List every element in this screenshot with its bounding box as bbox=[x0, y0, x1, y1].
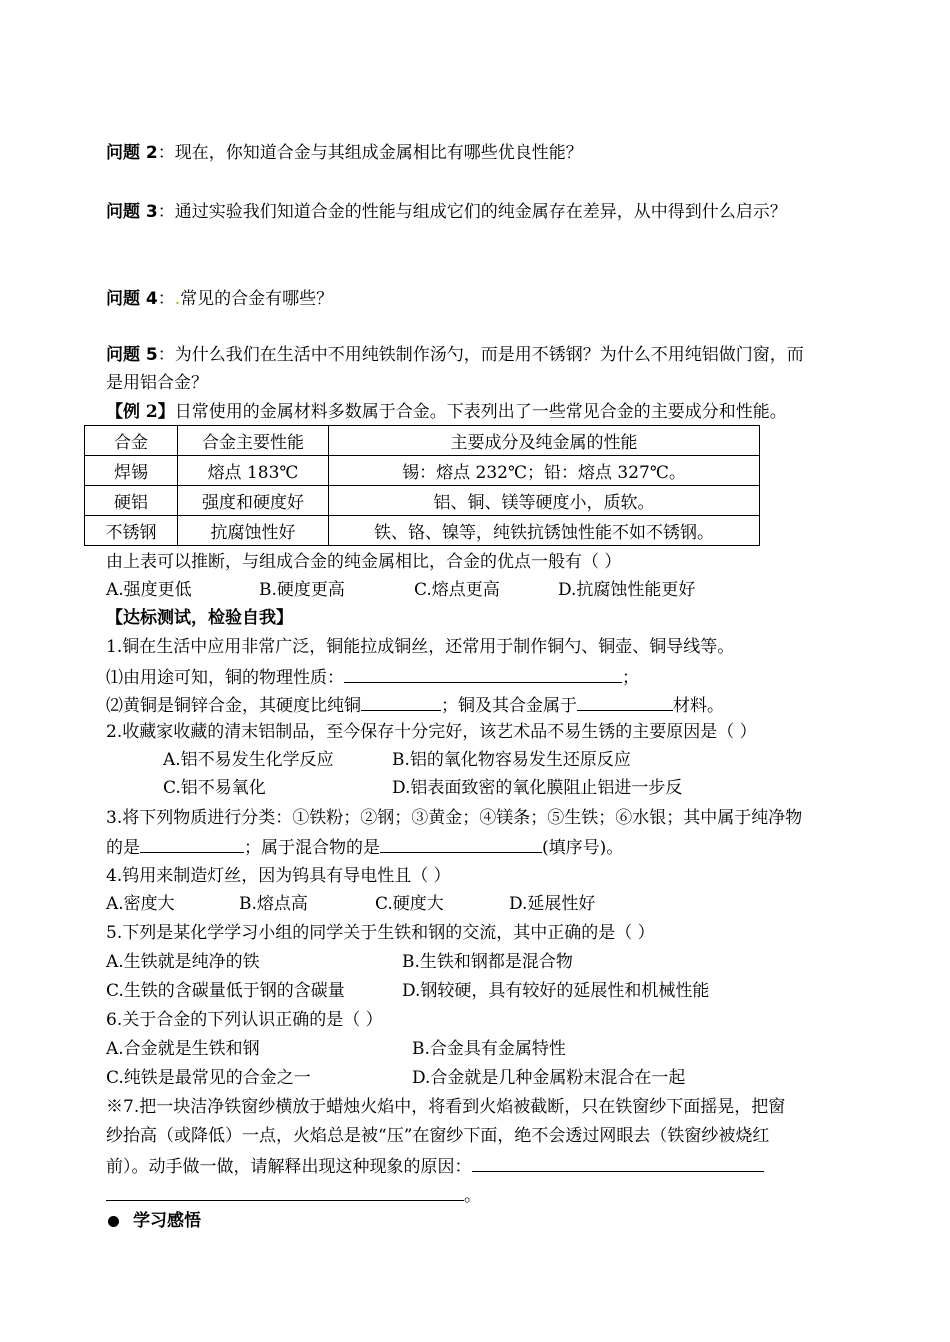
question-2-text: ：现在，你知道合金与其组成金属相比有哪些优良性能？ bbox=[157, 143, 583, 163]
test-7-line-2: 纱抬高（或降低）一点，火焰总是被“压”在窗纱下面，绝不会透过网眼去（铁窗纱被烧红 bbox=[106, 1126, 770, 1146]
test-2-stem: 2.收藏家收藏的清末铝制品，至今保存十分完好，该艺术品不易生锈的主要原因是（ ） bbox=[106, 722, 757, 742]
option-b: B.熔点高 bbox=[239, 894, 308, 914]
option-b: B.硬度更高 bbox=[259, 580, 345, 600]
table-cell: 抗腐蚀性好 bbox=[178, 516, 329, 546]
test-3-b: ；属于混合物的是 bbox=[244, 838, 380, 858]
option-c: C.熔点更高 bbox=[414, 580, 500, 600]
test-7-line-3-text: 前）。动手做一做，请解释出现这种现象的原因： bbox=[106, 1157, 472, 1177]
answer-blank[interactable] bbox=[344, 664, 622, 683]
table-header: 主要成分及纯金属的性能 bbox=[329, 426, 760, 456]
test-3-line-2 bbox=[106, 834, 623, 860]
test-5-option-b: B.生铁和钢都是混合物 bbox=[402, 952, 573, 972]
question-3-label: 问题 3 bbox=[106, 202, 158, 222]
table-cell: 铝、铜、镁等硬度小，质软。 bbox=[329, 486, 760, 516]
question-3 bbox=[106, 200, 787, 224]
table-header: 合金主要性能 bbox=[178, 426, 329, 456]
option-c: C.硬度大 bbox=[375, 894, 444, 914]
answer-blank[interactable] bbox=[106, 1182, 464, 1201]
test-1-part-2-b: ；铜及其合金属于 bbox=[441, 696, 577, 716]
test-6-option-b: B.合金具有金属特性 bbox=[412, 1039, 566, 1059]
test-4-stem: 4.钨用来制造灯丝，因为钨具有导电性且（ ） bbox=[106, 866, 451, 886]
test-7-end: 。 bbox=[464, 1186, 481, 1206]
answer-blank[interactable] bbox=[140, 834, 244, 853]
test-2-option-c: C.铝不易氧化 bbox=[163, 778, 266, 798]
test-2-option-d: D.铝表面致密的氧化膜阻止铝进一步反 bbox=[392, 778, 683, 798]
answer-blank[interactable] bbox=[472, 1153, 764, 1172]
test-6-option-d: D.合金就是几种金属粉末混合在一起 bbox=[412, 1068, 686, 1088]
reflection-heading bbox=[108, 1209, 201, 1233]
test-3-line-1: 3.将下列物质进行分类：①铁粉；②钢；③黄金；④镁条；⑤生铁；⑥水银；其中属于纯净物 bbox=[106, 808, 803, 828]
test-1-part-1-text: ⑴由用途可知，铜的物理性质： bbox=[106, 668, 344, 688]
test-7-line-1: ※7.把一块洁净铁窗纱横放于蜡烛火焰中，将看到火焰被截断，只在铁窗纱下面摇晃，把窗 bbox=[106, 1097, 786, 1117]
table-cell: 强度和硬度好 bbox=[178, 486, 329, 516]
question-4 bbox=[106, 287, 333, 311]
question-4-label: 问题 4 bbox=[106, 289, 158, 309]
table-cell: 铁、铬、镍等，纯铁抗锈蚀性能不如不锈钢。 bbox=[329, 516, 760, 546]
question-5 bbox=[106, 343, 804, 367]
question-4-mark: . bbox=[174, 289, 181, 309]
question-5-label: 问题 5 bbox=[106, 345, 158, 365]
example-2-label: 【例 2】 bbox=[106, 402, 175, 422]
option-d: D.延展性好 bbox=[509, 894, 596, 914]
answer-blank[interactable] bbox=[380, 834, 542, 853]
question-4-text: 常见的合金有哪些？ bbox=[180, 289, 334, 309]
question-5-line-2: 是用铝合金？ bbox=[106, 373, 208, 393]
table-cell: 焊锡 bbox=[85, 456, 178, 486]
test-6-option-a: A.合金就是生铁和钢 bbox=[106, 1039, 260, 1059]
question-5-text-1: ：为什么我们在生活中不用纯铁制作汤勺，而是用不锈钢？为什么不用纯铝做门窗，而 bbox=[157, 345, 804, 365]
table-row bbox=[85, 486, 760, 516]
test-2-option-a: A.铝不易发生化学反应 bbox=[163, 750, 334, 770]
test-6-option-c: C.纯铁是最常见的合金之一 bbox=[106, 1068, 311, 1088]
test-1-part-2-a: ⑵黄铜是铜锌合金，其硬度比纯铜 bbox=[106, 696, 361, 716]
answer-blank[interactable] bbox=[361, 692, 441, 711]
test-5-option-a: A.生铁就是纯净的铁 bbox=[106, 952, 260, 972]
table-cell: 锡：熔点 232℃；铅：熔点 327℃。 bbox=[329, 456, 760, 486]
example-2-question: 由上表可以推断，与组成合金的纯金属相比，合金的优点一般有（ ） bbox=[106, 552, 622, 572]
test-7-line-4 bbox=[106, 1182, 481, 1208]
option-a: A.密度大 bbox=[106, 894, 175, 914]
question-2 bbox=[106, 141, 583, 165]
table-cell: 不锈钢 bbox=[85, 516, 178, 546]
test-1-part-1 bbox=[106, 664, 639, 690]
table-header-row bbox=[85, 426, 760, 456]
test-1-part-1-end: ； bbox=[622, 668, 639, 688]
table-row bbox=[85, 516, 760, 546]
alloy-table bbox=[84, 425, 760, 546]
test-3-a: 的是 bbox=[106, 838, 140, 858]
test-1-stem: 1.铜在生活中应用非常广泛，铜能拉成铜丝，还常用于制作铜勺、铜壶、铜导线等。 bbox=[106, 637, 735, 657]
example-2 bbox=[106, 400, 787, 424]
table-row bbox=[85, 456, 760, 486]
answer-blank[interactable] bbox=[577, 692, 673, 711]
question-4-sep: ： bbox=[157, 289, 175, 309]
option-d: D.抗腐蚀性能更好 bbox=[558, 580, 696, 600]
table-cell: 硬铝 bbox=[85, 486, 178, 516]
test-7-line-3 bbox=[106, 1153, 764, 1179]
option-a: A.强度更低 bbox=[106, 580, 192, 600]
question-3-text: ：通过实验我们知道合金的性能与组成它们的纯金属存在差异，从中得到什么启示？ bbox=[157, 202, 787, 222]
test-1-part-2 bbox=[106, 692, 724, 718]
test-section-title: 【达标测试，检验自我】 bbox=[106, 608, 293, 628]
question-2-label: 问题 2 bbox=[106, 143, 158, 163]
reflection-label: 学习感悟 bbox=[133, 1211, 201, 1231]
table-cell: 熔点 183℃ bbox=[178, 456, 329, 486]
table-header: 合金 bbox=[85, 426, 178, 456]
test-5-stem: 5.下列是某化学学习小组的同学关于生铁和钢的交流，其中正确的是（ ） bbox=[106, 923, 655, 943]
test-3-c: (填序号)。 bbox=[542, 838, 624, 858]
test-5-option-c: C.生铁的含碳量低于钢的含碳量 bbox=[106, 981, 345, 1001]
test-1-part-2-c: 材料。 bbox=[673, 696, 724, 716]
test-2-option-b: B.铝的氧化物容易发生还原反应 bbox=[392, 750, 631, 770]
test-6-stem: 6.关于合金的下列认识正确的是（ ） bbox=[106, 1010, 383, 1030]
test-5-option-d: D.钢较硬，具有较好的延展性和机械性能 bbox=[402, 981, 710, 1001]
bullet-icon bbox=[108, 1216, 119, 1227]
example-2-text: 日常使用的金属材料多数属于合金。下表列出了一些常见合金的主要成分和性能。 bbox=[174, 402, 787, 422]
